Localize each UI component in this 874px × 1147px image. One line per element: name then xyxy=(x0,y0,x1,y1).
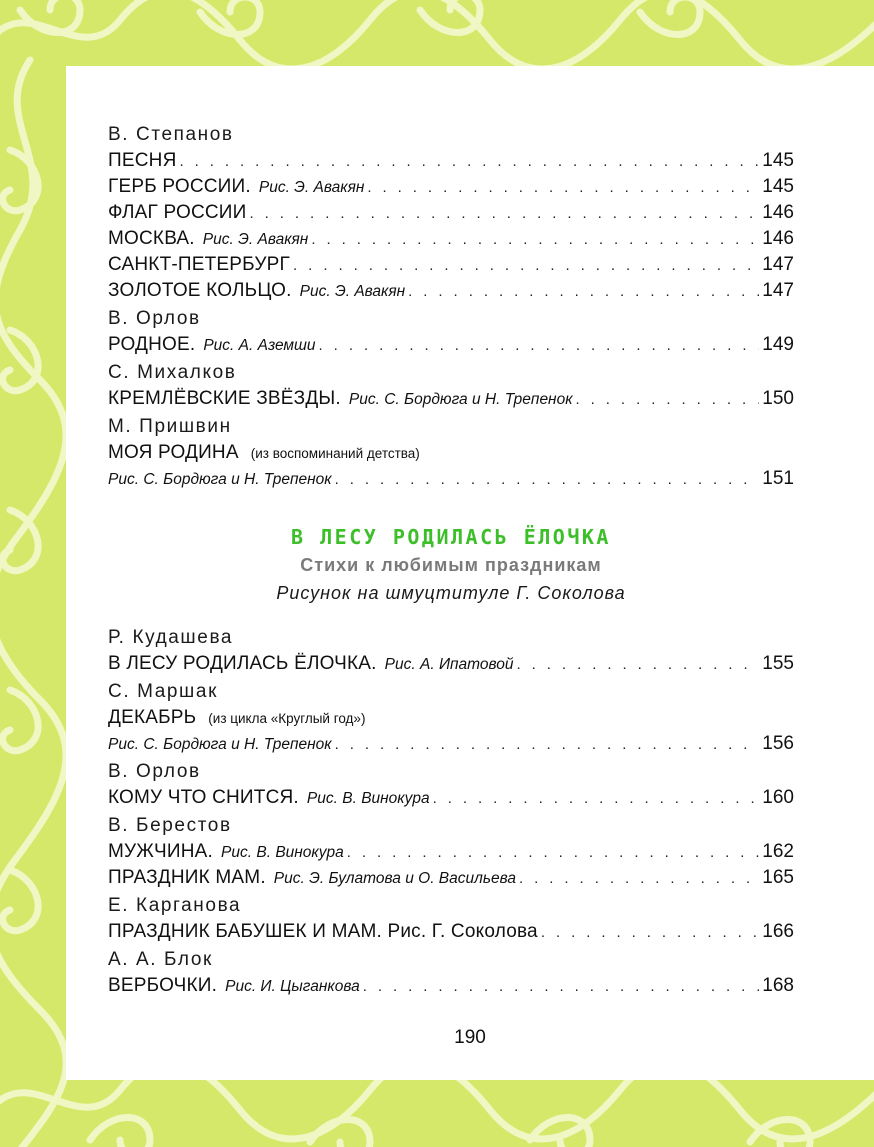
toc-entry[interactable] xyxy=(108,731,794,757)
toc-entry[interactable] xyxy=(108,973,794,999)
dot-leader xyxy=(576,387,760,413)
dot-leader xyxy=(541,920,759,946)
entry-illustrator: Рис. А. Ипатовой xyxy=(384,656,514,673)
entry-title: МУЖЧИНА. xyxy=(108,841,214,862)
section-caption: Рисунок на шмуцтитуле Г. Соколова xyxy=(276,583,626,603)
dot-leader xyxy=(433,786,760,812)
author-name: С. Маршак xyxy=(108,681,218,702)
toc-entry[interactable] xyxy=(108,148,794,174)
page-number: 190 xyxy=(454,1027,486,1048)
author-name: Е. Карганова xyxy=(108,895,242,916)
author-name: А. А. Блок xyxy=(108,949,213,970)
entry-title: КРЕМЛЁВСКИЕ ЗВЁЗДЫ. xyxy=(108,388,341,409)
entry-page-number: 165 xyxy=(762,867,794,888)
entry-title: САНКТ-ПЕТЕРБУРГ xyxy=(108,254,291,275)
entry-title: ЗОЛОТОЕ КОЛЬЦО. xyxy=(108,280,292,301)
author-name: В. Орлов xyxy=(108,308,201,329)
entry-title: ВЕРБОЧКИ. xyxy=(108,975,218,996)
entry-illustrator: Рис. Э. Авакян xyxy=(299,283,406,300)
section-title: В ЛЕСУ РОДИЛАСЬ ЁЛОЧКА xyxy=(291,525,611,549)
entry-page-number: 162 xyxy=(762,841,794,862)
dot-leader xyxy=(367,175,759,201)
dot-leader xyxy=(408,279,759,305)
section-subtitle: Стихи к любимым праздникам xyxy=(300,555,602,575)
entry-illustrator: Рис. С. Бордюга и Н. Трепенок xyxy=(348,391,573,408)
entry-page-number: 149 xyxy=(762,334,794,355)
dot-leader xyxy=(180,149,760,175)
entry-illustrator: Рис. С. Бордюга и Н. Трепенок xyxy=(108,471,332,488)
author-name: М. Пришвин xyxy=(108,416,232,437)
entry-illustrator: Рис. Э. Авакян xyxy=(258,179,365,196)
entry-title: РОДНОЕ. xyxy=(108,334,196,355)
toc-entry[interactable] xyxy=(108,386,794,412)
entry-page-number: 147 xyxy=(762,254,794,275)
entry-page-number: 147 xyxy=(762,280,794,301)
author-name: В. Орлов xyxy=(108,761,201,782)
dot-leader xyxy=(319,333,760,359)
dot-leader xyxy=(335,467,760,493)
entry-page-number: 145 xyxy=(762,176,794,197)
toc-section xyxy=(108,626,794,999)
dot-leader xyxy=(363,974,760,1000)
toc-entry[interactable] xyxy=(108,278,794,304)
entry-page-number: 145 xyxy=(762,150,794,171)
entry-illustrator: Рис. И. Цыганкова xyxy=(225,978,360,995)
author-name: С. Михалков xyxy=(108,362,237,383)
entry-note: (из цикла «Круглый год») xyxy=(208,711,366,726)
section-heading xyxy=(108,524,794,606)
toc-entry[interactable] xyxy=(108,200,794,226)
entry-title: КОМУ ЧТО СНИТСЯ. xyxy=(108,787,299,808)
entry-illustrator: Рис. Э. Авакян xyxy=(202,231,309,248)
entry-page-number: 146 xyxy=(762,228,794,249)
toc-entry[interactable] xyxy=(108,865,794,891)
toc-entry[interactable] xyxy=(108,466,794,492)
entry-note: (из воспоминаний детства) xyxy=(250,446,420,461)
author-name: В. Степанов xyxy=(108,124,234,145)
book-page xyxy=(66,66,874,1080)
entry-illustrator: Рис. С. Бордюга и Н. Трепенок xyxy=(108,736,332,753)
dot-leader xyxy=(347,840,760,866)
toc-entry[interactable] xyxy=(108,252,794,278)
dot-leader xyxy=(311,227,759,253)
toc-section xyxy=(108,123,794,492)
dot-leader xyxy=(293,253,759,279)
entry-illustrator: Рис. А. Аземши xyxy=(203,337,316,354)
entry-page-number: 150 xyxy=(762,388,794,409)
entry-title: ПЕСНЯ xyxy=(108,150,177,171)
entry-title: МОЯ РОДИНА xyxy=(108,442,239,463)
toc-entry[interactable] xyxy=(108,785,794,811)
dot-leader xyxy=(519,866,759,892)
toc-entry[interactable] xyxy=(108,226,794,252)
entry-title: ГЕРБ РОССИИ. xyxy=(108,176,251,197)
entry-title: В ЛЕСУ РОДИЛАСЬ ЁЛОЧКА. xyxy=(108,653,377,674)
entry-page-number: 156 xyxy=(762,733,794,754)
author-name: В. Берестов xyxy=(108,815,232,836)
entry-page-number: 155 xyxy=(762,653,794,674)
table-of-contents xyxy=(108,123,794,999)
entry-page-number: 151 xyxy=(762,468,794,489)
toc-entry[interactable] xyxy=(108,839,794,865)
toc-entry[interactable] xyxy=(108,919,794,945)
entry-title: ФЛАГ РОССИИ xyxy=(108,202,247,223)
dot-leader xyxy=(517,652,760,678)
entry-page-number: 146 xyxy=(762,202,794,223)
entry-page-number: 166 xyxy=(762,921,794,942)
entry-page-number: 168 xyxy=(762,975,794,996)
toc-entry[interactable] xyxy=(108,332,794,358)
entry-illustrator: Рис. Э. Булатова и О. Васильева xyxy=(273,870,517,887)
author-name: Р. Кудашева xyxy=(108,627,234,648)
toc-entry[interactable] xyxy=(108,174,794,200)
dot-leader xyxy=(250,201,760,227)
entry-page-number: 160 xyxy=(762,787,794,808)
entry-title: ДЕКАБРЬ xyxy=(108,707,197,728)
entry-illustrator: Рис. В. Винокура xyxy=(306,790,430,807)
entry-title: ПРАЗДНИК БАБУШЕК И МАМ. Рис. Г. Соколова xyxy=(108,921,538,942)
toc-entry-title-line[interactable] xyxy=(108,440,794,466)
entry-illustrator: Рис. В. Винокура xyxy=(221,844,344,861)
dot-leader xyxy=(335,732,760,758)
entry-title: ПРАЗДНИК МАМ. xyxy=(108,867,266,888)
toc-entry-title-line[interactable] xyxy=(108,705,794,731)
entry-title: МОСКВА. xyxy=(108,228,195,249)
toc-entry[interactable] xyxy=(108,651,794,677)
